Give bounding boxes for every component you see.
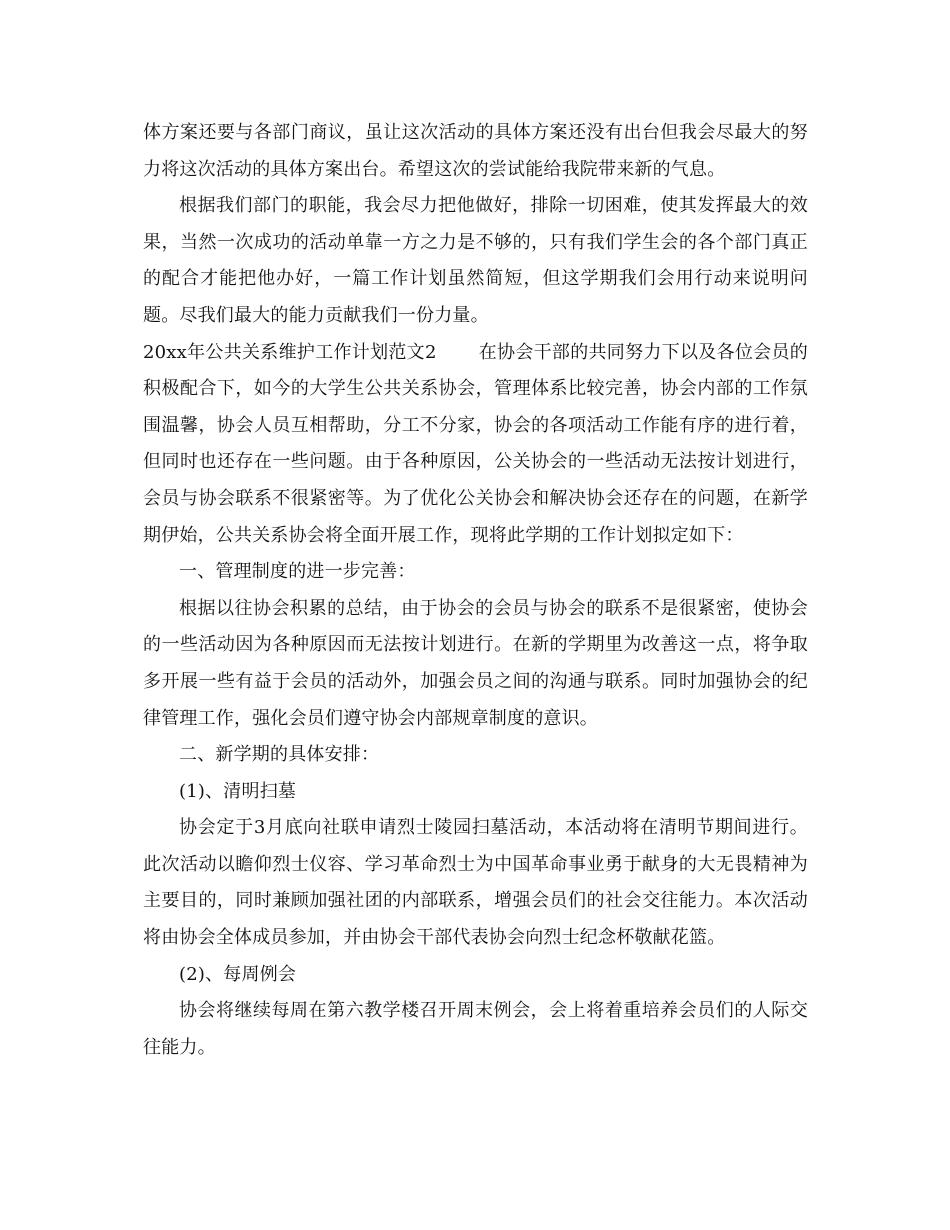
paragraph: 根据以往协会积累的总结，由于协会的会员与协会的联系不是很紧密，使协会的一些活动因为各种原因而无法按计划进行。在新的学期里为改善这一点，将争取多开展一些有益于会员的活动外，加强会员之间的沟通与联系。同时加强协会的纪律管理工作，强化会员们遵守协会内部规章制度的意识。 [143,597,808,729]
paragraph: 协会将继续每周在第六教学楼召开周末例会，会上将着重培养会员们的人际交往能力。 [143,1000,808,1058]
subheading: (2)、每周例会 [179,963,297,985]
subheading: (1)、清明扫墓 [179,780,297,802]
section-title: 20xx年公共关系维护工作计划范文2 [143,341,437,363]
paragraph: 体方案还要与各部门商议，虽让这次活动的具体方案还没有出台但我会尽最大的努力将这次活动的具体方案出台。希望这次的尝试能给我院带来新的气息。 [143,122,808,180]
subheading: 一、管理制度的进一步完善： [179,561,416,583]
paragraph: 协会定于3月底向社联申请烈士陵园扫墓活动，本活动将在清明节期间进行。此次活动以瞻仰烈士仪容、学习革命烈士为中国革命事业勇于献身的大无畏精神为主要目的，同时兼顾加强社团的内部联系，增强会员们的社会交往能力。本次活动将由协会全体成员参加，并由协会干部代表协会向烈士纪念杯敬献花篮。 [143,817,808,949]
section-heading-paragraph [143,335,808,555]
paragraph: 根据我们部门的职能，我会尽力把他做好，排除一切困难，使其发挥最大的效果，当然一次成功的活动单靠一方之力是不够的，只有我们学生会的各个部门真正的配合才能把他办好，一篇工作计划虽然简短，但这学期我们会用行动来说明问题。尽我们最大的能力贡献我们一份力量。 [143,195,808,326]
document-body [143,115,808,1066]
section-intro: 在协会干部的共同努力下以及各位会员的积极配合下，如今的大学生公共关系协会，管理体系比较完善，协会内部的工作氛围温馨，协会人员互相帮助，分工不分家，协会的各项活动工作能有序的进行着，但同时也还存在一些问题。由于各种原因，公关协会的一些活动无法按计划进行，会员与协会联系不很紧密等。为了优化公关协会和解决协会还存在的问题，在新学期伊始，公共关系协会将全面开展工作，现将此学期的工作计划拟定如下： [143,341,808,546]
subheading: 二、新学期的具体安排： [179,744,380,766]
